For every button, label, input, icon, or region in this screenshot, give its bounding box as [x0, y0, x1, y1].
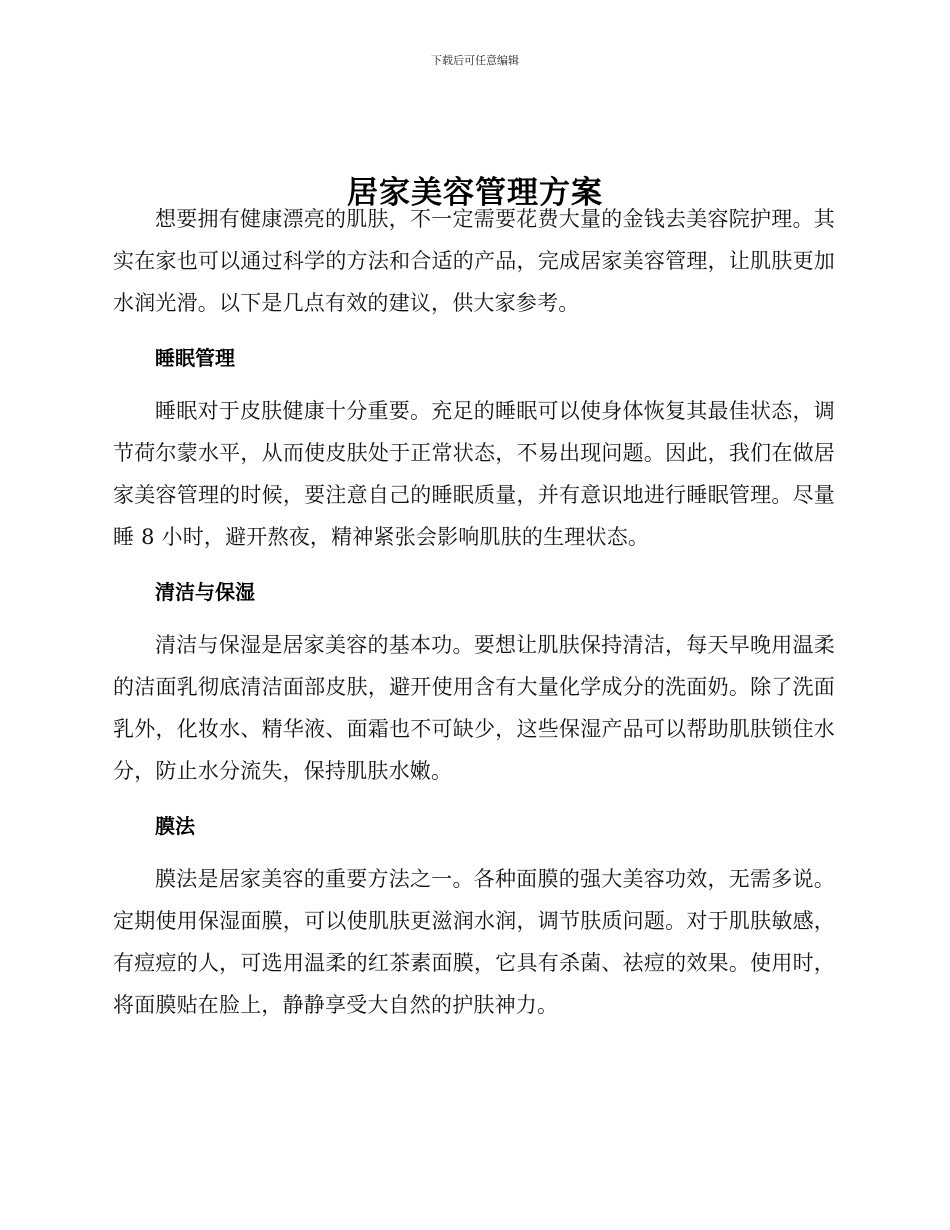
section-heading-cleansing: 清洁与保湿	[155, 580, 255, 604]
section-heading-sleep: 睡眠管理	[155, 346, 235, 370]
header-note: 下载后可任意编辑	[431, 54, 519, 67]
section-body-sleep: 睡眠对于皮肤健康十分重要。充足的睡眠可以使身体恢复其最佳状态，调节荷尔蒙水平，从而使皮肤处于正常状态，不易出现问题。因此，我们在做居家美容管理的时候，要注意自己的睡眠质量，并有意识地进行睡眠管理。尽量睡 8 小时，避开熬夜，精神紧张会影响肌肤的生理状态。	[113, 399, 835, 549]
document-body	[113, 198, 835, 1026]
section-heading-mask: 膜法	[155, 814, 195, 838]
section-body-mask: 膜法是居家美容的重要方法之一。各种面膜的强大美容功效，无需多说。定期使用保湿面膜，可以使肌肤更滋润水润，调节肤质问题。对于肌肤敏感，有痘痘的人，可选用温柔的红茶素面膜，它具有杀菌、祛痘的效果。使用时，将面膜贴在脸上，静静享受大自然的护肤神力。	[113, 867, 835, 1017]
intro-paragraph: 想要拥有健康漂亮的肌肤，不一定需要花费大量的金钱去美容院护理。其实在家也可以通过科学的方法和合适的产品，完成居家美容管理，让肌肤更加水润光滑。以下是几点有效的建议，供大家参考。	[113, 207, 835, 315]
section-body-cleansing: 清洁与保湿是居家美容的基本功。要想让肌肤保持清洁，每天早晚用温柔的洁面乳彻底清洁面部皮肤，避开使用含有大量化学成分的洗面奶。除了洗面乳外，化妆水、精华液、面霜也不可缺少，这些保湿产品可以帮助肌肤锁住水分，防止水分流失，保持肌肤水嫩。	[113, 633, 835, 783]
document-title: 居家美容管理方案	[347, 174, 603, 211]
